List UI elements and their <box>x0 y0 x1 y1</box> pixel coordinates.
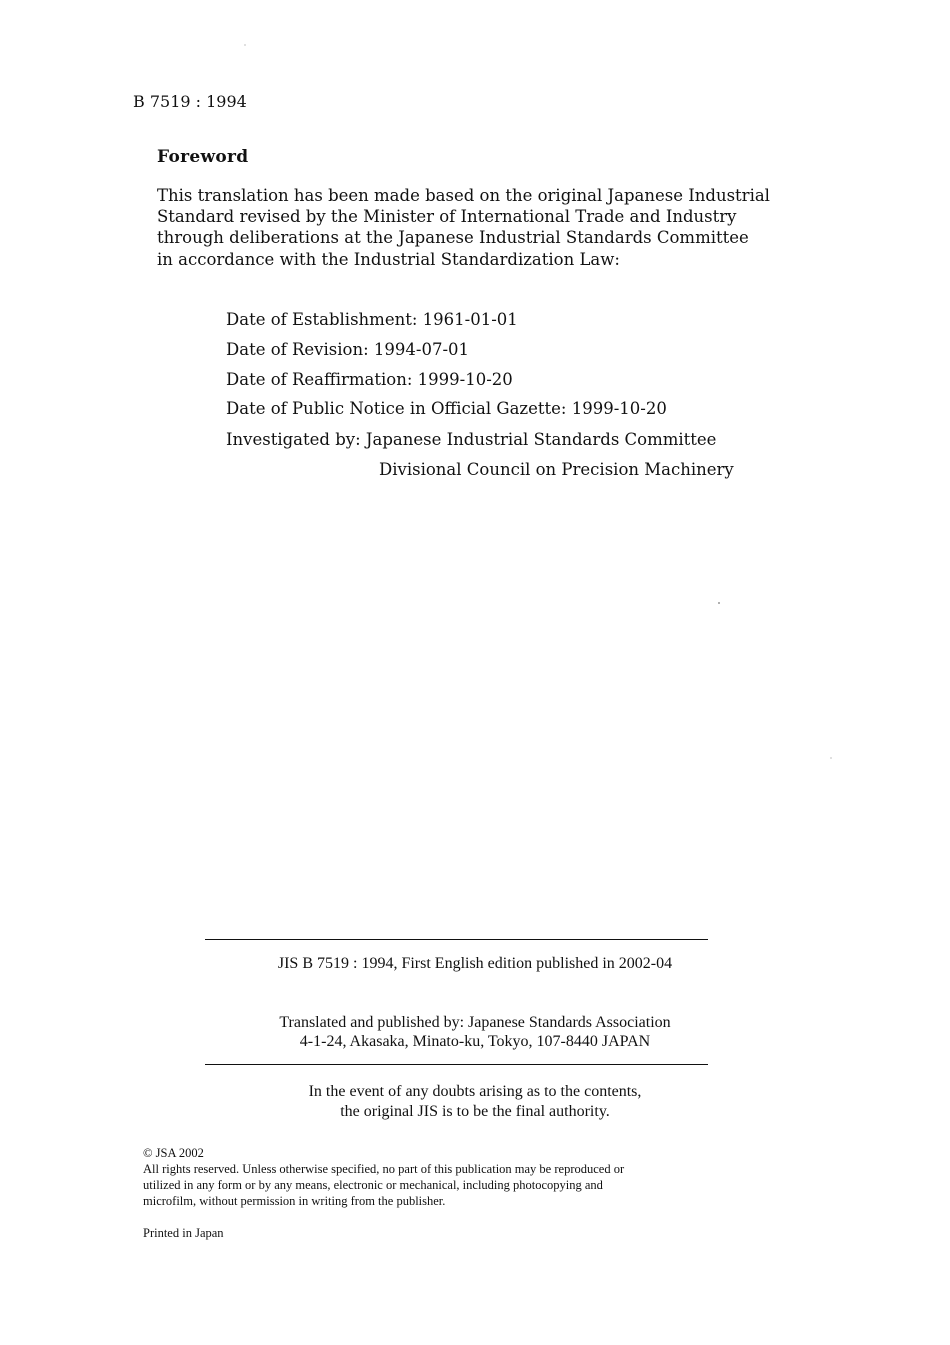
authority-line: the original JIS is to be the final authority. <box>340 1103 610 1120</box>
edition-line: JIS B 7519 : 1994, First English edition published in 2002-04 <box>277 955 673 972</box>
address-line: 4-1-24, Akasaka, Minato-ku, Tokyo, 107-8440 JAPAN <box>299 1033 651 1050</box>
date-of-establishment: Date of Establishment: 1961-01-01 <box>226 310 518 329</box>
scan-speck <box>244 44 246 46</box>
foreword-line: in accordance with the Industrial Standardization Law: <box>157 250 620 269</box>
translated-by-line: Translated and published by: Japanese Standards Association <box>279 1014 671 1031</box>
divider-top <box>205 939 708 940</box>
date-of-public-notice: Date of Public Notice in Official Gazette: 1999-10-20 <box>226 399 667 418</box>
date-of-reaffirmation: Date of Reaffirmation: 1999-10-20 <box>226 370 513 389</box>
divider-bottom <box>205 1064 708 1065</box>
scan-speck <box>830 757 832 759</box>
date-of-revision: Date of Revision: 1994-07-01 <box>226 340 470 359</box>
foreword-line: This translation has been made based on the original Japanese Industrial <box>157 186 770 205</box>
rights-line: microfilm, without permission in writing from the publisher. <box>143 1194 446 1208</box>
scan-speck <box>718 602 720 604</box>
foreword-heading: Foreword <box>157 147 249 167</box>
standard-reference: B 7519 : 1994 <box>133 92 247 111</box>
rights-line: All rights reserved. Unless otherwise specified, no part of this publication may be reproduced or <box>143 1162 625 1176</box>
rights-line: utilized in any form or by any means, electronic or mechanical, including photocopying and <box>143 1178 603 1192</box>
foreword-line: through deliberations at the Japanese Industrial Standards Committee <box>157 228 749 247</box>
foreword-line: Standard revised by the Minister of International Trade and Industry <box>157 207 737 226</box>
investigated-by-council: Divisional Council on Precision Machinery <box>379 460 734 479</box>
printed-in: Printed in Japan <box>143 1226 224 1240</box>
copyright-mark: © JSA 2002 <box>143 1146 204 1160</box>
authority-line: In the event of any doubts arising as to the contents, <box>308 1083 642 1100</box>
investigated-by: Investigated by: Japanese Industrial Standards Committee <box>226 430 717 449</box>
